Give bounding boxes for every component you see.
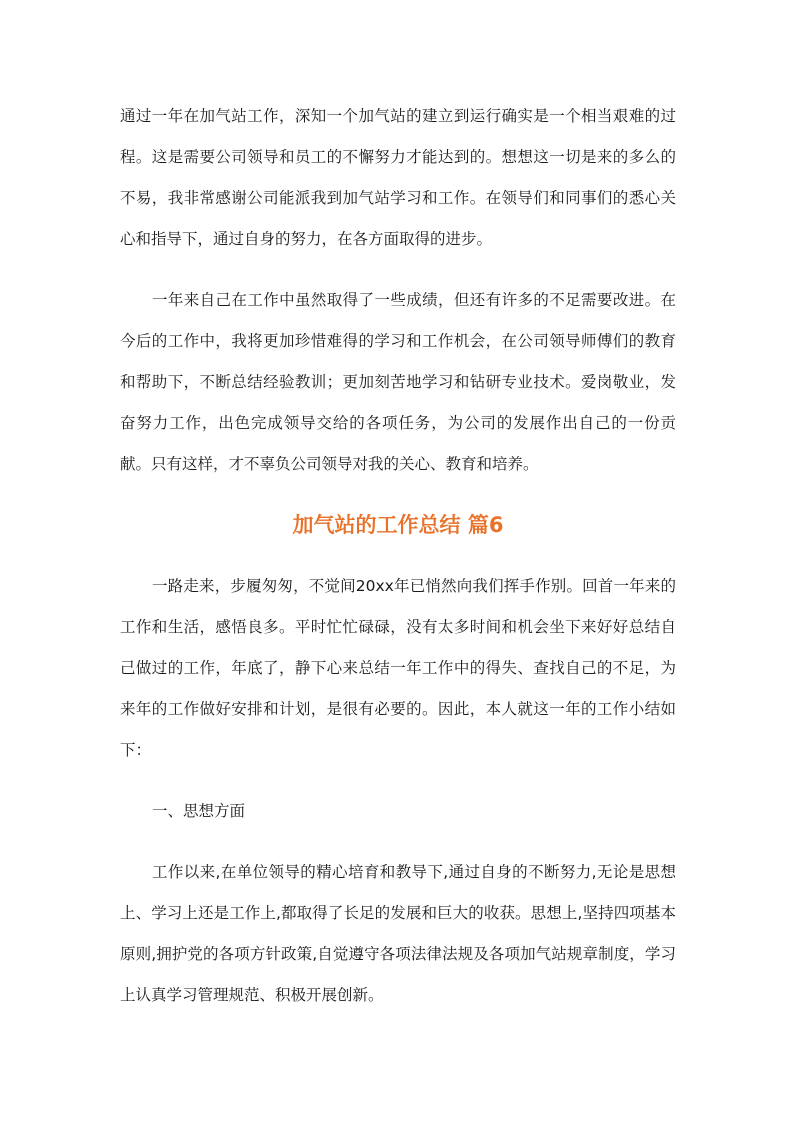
paragraph-gap xyxy=(120,485,676,505)
paragraph-gap xyxy=(120,832,676,852)
subheading-thought: 一、思想方面 xyxy=(152,802,246,820)
paragraph-gap xyxy=(120,546,676,566)
paragraph-shortcomings: 一年来自己在工作中虽然取得了一些成绩，但还有许多的不足需要改进。在今后的工作中，我将更加珍惜难得的学习和工作机会，在公司领导师傅们的教育和帮助下，不断总结经验教训；更加刻苦地学习和钻研专业技术。爱岗敬业，发奋努力工作，出色完成领导交给的各项任务，为公司的发展作出自己的一份贡献。只有这样，才不辜负公司领导对我的关心、教育和培养。 xyxy=(120,291,676,473)
paragraph-gap xyxy=(120,260,676,280)
document-page xyxy=(120,96,676,1016)
paragraph-intro: 通过一年在加气站工作，深知一个加气站的建立到运行确实是一个相当艰难的过程。这是需要公司领导和员工的不懈努力才能达到的。想想这一切是来的多么的不易，我非常感谢公司能派我到加气站学习和工作。在领导们和同事们的悉心关心和指导下，通过自身的努力，在各方面取得的进步。 xyxy=(120,107,676,248)
paragraph-review: 一路走来，步履匆匆，不觉间20xx年已悄然向我们挥手作别。回首一年来的工作和生活，感悟良多。平时忙忙碌碌，没有太多时间和机会坐下来好好总结自己做过的工作，年底了，静下心来总结一年工作中的得失、查找自己的不足，为来年的工作做好安排和计划，是很有必要的。因此，本人就这一年的工作小结如下： xyxy=(120,577,676,759)
paragraph-thought: 工作以来,在单位领导的精心培育和教导下,通过自身的不断努力,无论是思想上、学习上还是工作上,都取得了长足的发展和巨大的收获。思想上,坚持四项基本原则,拥护党的各项方针政策,自觉遵守各项法律法规及各项加气站规章制度，学习上认真学习管理规范、积极开展创新。 xyxy=(120,863,676,1004)
paragraph-gap xyxy=(120,771,676,791)
section-heading: 加气站的工作总结 篇6 xyxy=(292,513,504,537)
